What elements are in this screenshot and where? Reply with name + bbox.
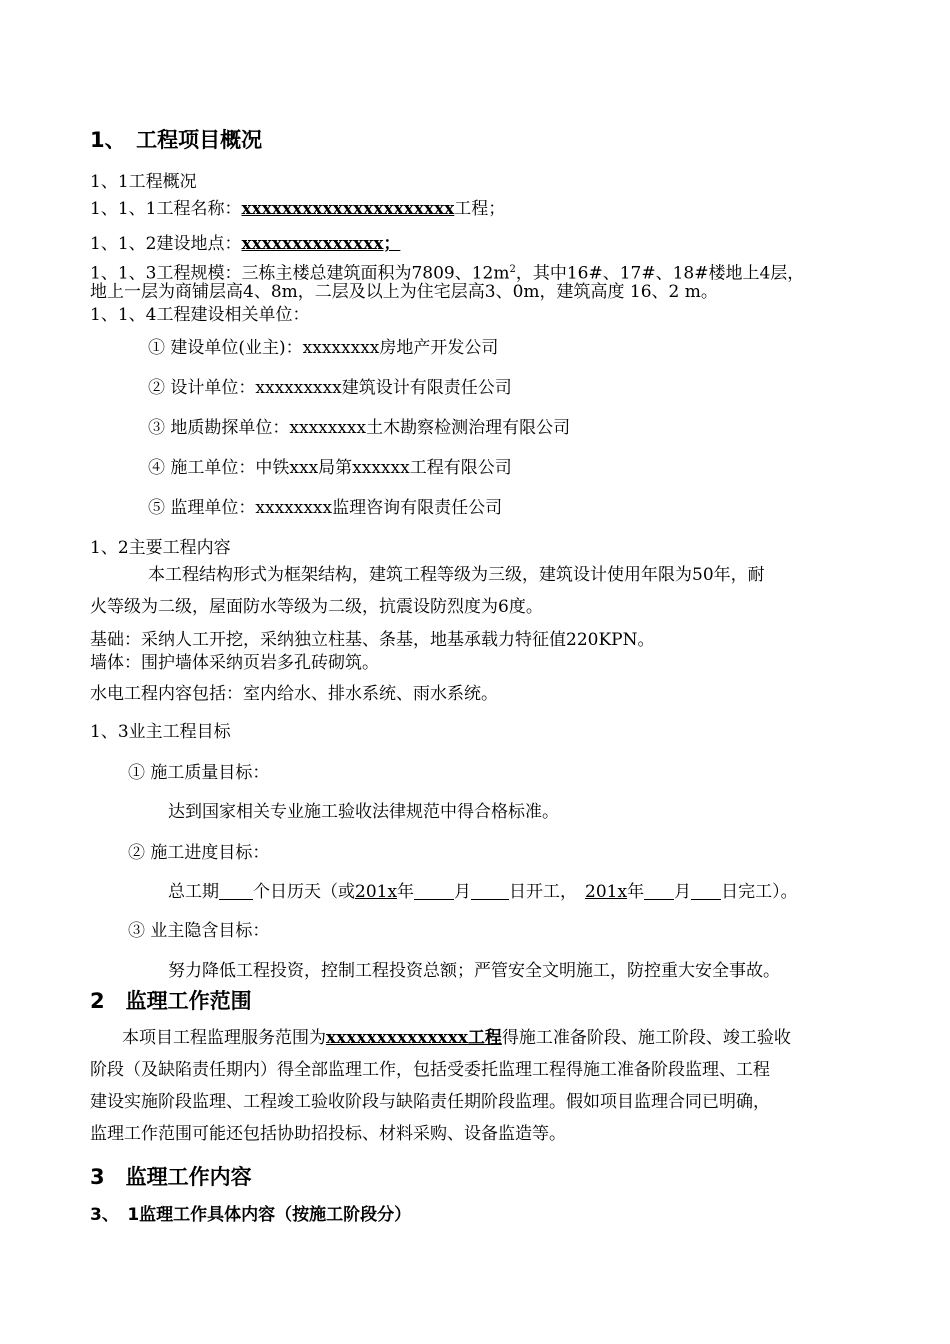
schedule-e: 日开工， [509, 882, 578, 902]
unit-survey: ③ 地质勘探单位：xxxxxxxx土木勘察检测治理有限公司 [148, 418, 571, 438]
schedule-f: 年 [627, 882, 645, 902]
start-year: 201x [355, 882, 398, 902]
main-content-p1: 本工程结构形式为框架结构，建筑工程等级为三级，建筑设计使用年限为50年，耐 [148, 565, 765, 585]
scope-text-a: 本项目工程监理服务范围为 [122, 1028, 326, 1048]
section-3-heading: 3 监理工作内容 [90, 1165, 252, 1189]
schedule-c: 年 [397, 882, 415, 902]
schedule-a: 总工期 [168, 882, 219, 902]
subsection-1-1: 1、1工程概况 [90, 172, 197, 192]
subsection-1-1-4: 1、1、4工程建设相关单位： [90, 305, 310, 325]
unit-contractor: ④ 施工单位：中铁xxx局第xxxxxx工程有限公司 [148, 458, 512, 478]
location-value: xxxxxxxxxxxxxx； [241, 234, 401, 254]
section-2-heading: 2 监理工作范围 [90, 989, 252, 1013]
scope-text-b: 得施工准备阶段、施工阶段、竣工验收 [501, 1028, 791, 1048]
project-name-line [90, 198, 505, 220]
goal-quality-text: 达到国家相关专业施工验收法律规范中得合格标准。 [168, 802, 559, 822]
goal-schedule-label: ② 施工进度目标： [128, 843, 270, 863]
subsection-3-1: 3、 1监理工作具体内容（按施工阶段分） [90, 1205, 412, 1225]
project-name-label: 1、1、1工程名称： [90, 199, 242, 219]
location-label: 1、1、2建设地点： [90, 234, 242, 254]
schedule-b: 个日历天（或 [253, 882, 355, 902]
subsection-1-3: 1、3业主工程目标 [90, 722, 231, 742]
scope-line-1 [122, 1022, 791, 1054]
scope-line-4: 监理工作范围可能还包括协助招投标、材料采购、设备监造等。 [90, 1124, 566, 1144]
schedule-g: 月 [674, 882, 692, 902]
schedule-d: 月 [454, 882, 472, 902]
goal-hidden-text: 努力降低工程投资，控制工程投资总额；严管安全文明施工，防控重大安全事故。 [168, 961, 780, 981]
scale-text-b: ，其中16#、17#、18#楼地上4层， [515, 263, 805, 284]
unit-designer: ② 设计单位：xxxxxxxxx建筑设计有限责任公司 [148, 378, 512, 398]
main-content-p2: 火等级为二级，屋面防水等级为二级，抗震设防烈度为6度。 [90, 597, 543, 617]
unit-supervisor: ⑤ 监理单位：xxxxxxxx监理咨询有限责任公司 [148, 498, 503, 518]
blank-end-day [691, 881, 721, 900]
scope-line-3: 建设实施阶段监理、工程竣工验收阶段与缺陷责任期阶段监理。假如项目监理合同已明确， [90, 1092, 770, 1112]
end-year: 201x [585, 882, 628, 902]
blank-end-month [644, 881, 674, 900]
goal-hidden-label: ③ 业主隐含目标： [128, 921, 270, 941]
project-name-value: xxxxxxxxxxxxxxxxxxxxx [241, 199, 455, 219]
unit-owner: ① 建设单位(业主)：xxxxxxxx房地产开发公司 [148, 338, 499, 358]
section-1-heading: 1、 工程项目概况 [90, 128, 263, 152]
blank-total-days [219, 881, 253, 900]
wall-line: 墙体：围护墙体采纳页岩多孔砖砌筑。 [90, 653, 379, 673]
mep-line: 水电工程内容包括：室内给水、排水系统、雨水系统。 [90, 684, 498, 704]
schedule-h: 日完工）。 [721, 882, 798, 902]
scale-superscript: 2 [509, 264, 516, 275]
goal-schedule-text [168, 881, 798, 903]
foundation-line: 基础：采纳人工开挖，采纳独立柱基、条基，地基承载力特征值220KPN。 [90, 630, 655, 650]
scope-line-2: 阶段（及缺陷责任期内）得全部监理工作，包括受委托监理工程得施工准备阶段监理、工程 [90, 1060, 770, 1080]
goal-quality-label: ① 施工质量目标： [128, 763, 270, 783]
subsection-1-2: 1、2主要工程内容 [90, 538, 231, 558]
blank-start-month [414, 881, 454, 900]
scope-project-name: xxxxxxxxxxxxxx工程 [326, 1028, 502, 1048]
scale-line-2: 地上一层为商铺层高4、8m，二层及以上为住宅层高3、0m，建筑高度 16、2 m。 [90, 282, 718, 302]
scale-text-a: 1、1、3工程规模：三栋主楼总建筑面积为7809、12m [90, 263, 510, 284]
location-line [90, 233, 400, 255]
blank-start-day [471, 881, 509, 900]
project-name-suffix: 工程； [454, 199, 506, 219]
